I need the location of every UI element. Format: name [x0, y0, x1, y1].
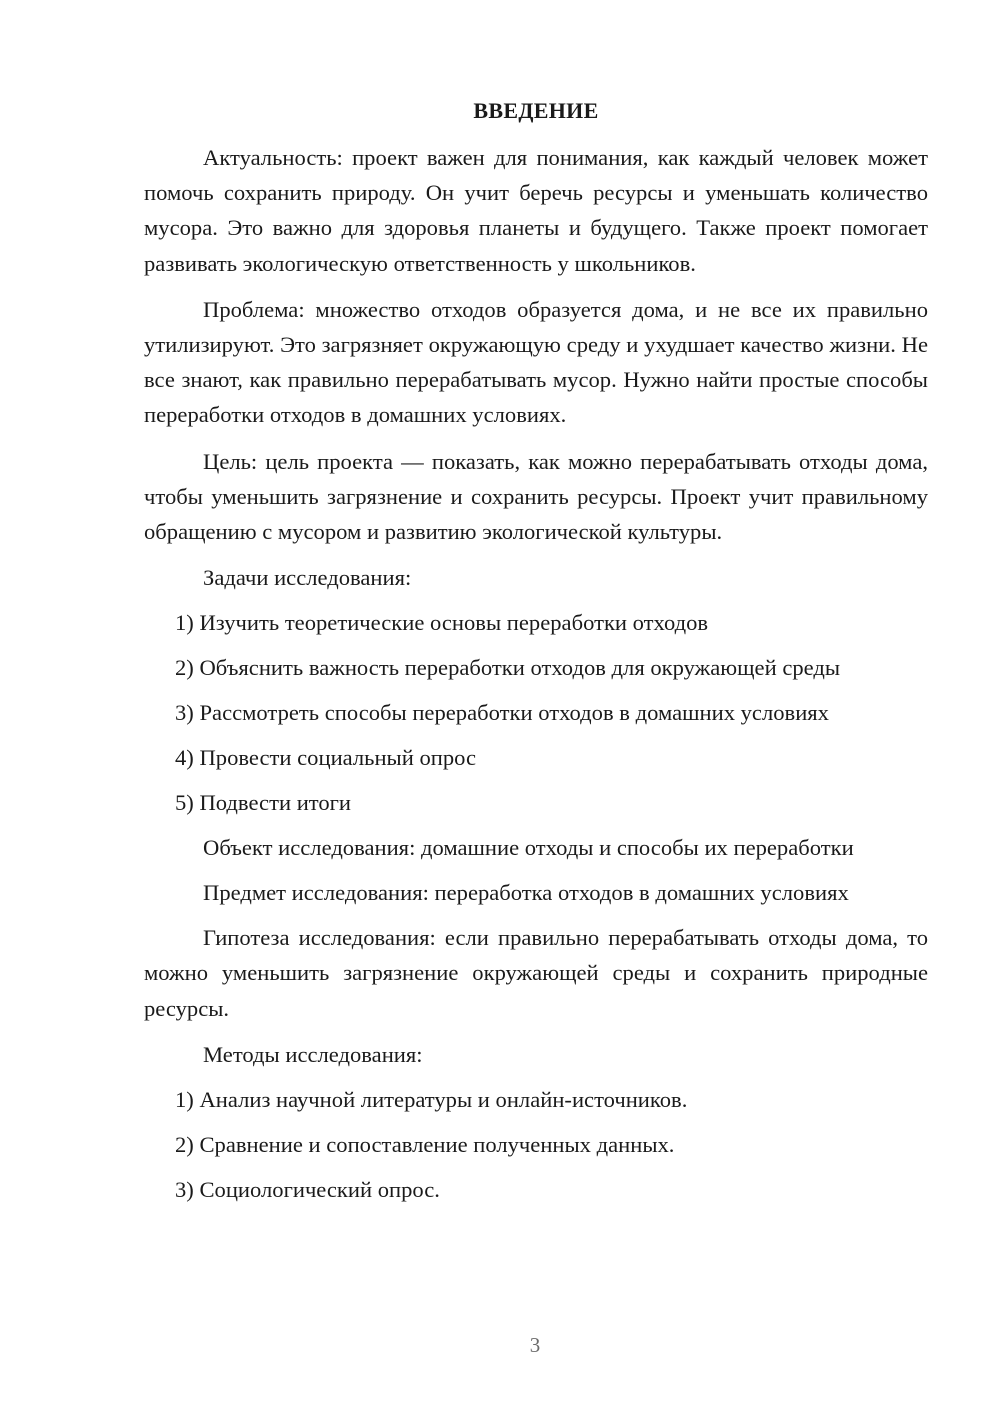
research-subject: Предмет исследования: переработка отходов в домашних условиях — [203, 880, 849, 906]
tasks-list — [144, 605, 928, 820]
page-content — [144, 94, 928, 1217]
page-number: 3 — [529, 1333, 541, 1357]
methods-list — [144, 1082, 928, 1207]
list-item: 3) Социологический опрос. — [175, 1176, 440, 1202]
methods-heading: Методы исследования: — [203, 1041, 423, 1067]
goal-paragraph: Цель: цель проекта — показать, как можно перерабатывать отходы дома, чтобы уменьшить загрязнение и сохранить ресурсы. Проект учит правильному обращению с мусором и развитию экологической культуры. — [144, 448, 928, 545]
list-item: 1) Анализ научной литературы и онлайн-источников. — [175, 1086, 688, 1112]
section-title: ВВЕДЕНИЕ — [473, 98, 599, 123]
list-item: 1) Изучить теоретические основы переработки отходов — [175, 610, 709, 636]
research-object: Объект исследования: домашние отходы и способы их переработки — [203, 835, 854, 861]
hypothesis-paragraph: Гипотеза исследования: если правильно перерабатывать отходы дома, то можно уменьшить загрязнение окружающей среды и сохранить природные ресурсы. — [144, 925, 928, 1021]
tasks-heading: Задачи исследования: — [203, 565, 412, 591]
relevance-paragraph: Актуальность: проект важен для понимания, как каждый человек может помочь сохранить природу. Он учит беречь ресурсы и уменьшать количество мусора. Это важно для здоровья планеты и будущего. Также проект помогает развивать экологическую ответственность у школьников. — [144, 145, 928, 276]
list-item: 2) Объяснить важность переработки отходов для окружающей среды — [175, 655, 841, 681]
problem-paragraph: Проблема: множество отходов образуется дома, и не все их правильно утилизируют. Это загрязняет окружающую среду и ухудшает качество жизни. Не все знают, как правильно перерабатывать мусор. Нужно найти простые способы переработки отходов в домашних условиях. — [144, 296, 928, 428]
list-item: 2) Сравнение и сопоставление полученных данных. — [175, 1131, 675, 1157]
list-item: 3) Рассмотреть способы переработки отходов в домашних условиях — [175, 700, 829, 726]
list-item: 5) Подвести итоги — [175, 790, 352, 816]
list-item: 4) Провести социальный опрос — [175, 745, 477, 771]
